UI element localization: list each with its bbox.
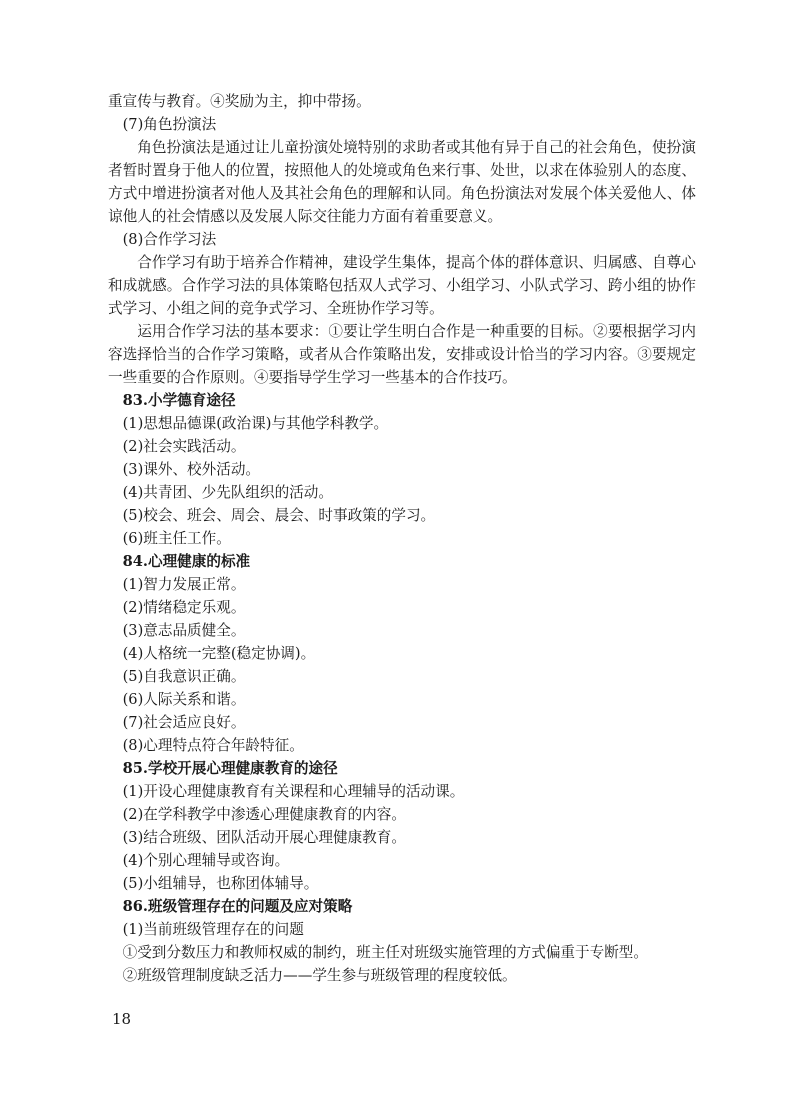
paragraph-cooperative-requirements: 运用合作学习法的基本要求：①要让学生明白合作是一种重要的目标。②要根据学习内容选择恰当的合作学习策略，或者从合作策略出发，安排或设计恰当的学习内容。③要规定一些重要的合作原则。④要指导学生学习一些基本的合作技巧。 (108, 323, 696, 386)
list-item: (1)当前班级管理存在的问题 (122, 921, 304, 938)
heading-83: 83.小学德育途径 (122, 392, 236, 409)
text-line: 重宣传与教育。④奖励为主，抑中带扬。 (108, 93, 371, 110)
list-item: (2)社会实践活动。 (122, 438, 246, 455)
page-body (108, 90, 696, 987)
list-item: (4)共青团、少先队组织的活动。 (122, 484, 333, 501)
list-item: (5)自我意识正确。 (122, 668, 246, 685)
list-item: (5)小组辅导，也称团体辅导。 (122, 875, 319, 892)
list-item: (5)校会、班会、周会、晨会、时事政策的学习。 (122, 507, 436, 524)
list-item: (1)思想品德课(政治课)与其他学科教学。 (122, 415, 389, 432)
paragraph-role-play: 角色扮演法是通过让儿童扮演处境特别的求助者或其他有异于自己的社会角色，使扮演者暂时置身于他人的位置，按照他人的处境或角色来行事、处世，以求在体验别人的态度、方式中增进扮演者对他人及其社会角色的理解和认同。角色扮演法对发展个体关爱他人、体谅他人的社会情感以及发展人际交往能力方面有着重要意义。 (108, 139, 696, 225)
paragraph-cooperative-learning: 合作学习有助于培养合作精神，建设学生集体，提高个体的群体意识、归属感、自尊心和成就感。合作学习法的具体策略包括双人式学习、小组学习、小队式学习、跨小组的协作式学习、小组之间的竞争式学习、全班协作学习等。 (108, 254, 696, 317)
list-item: (2)情绪稳定乐观。 (122, 599, 246, 616)
section-title-cooperative-learning: (8)合作学习法 (122, 231, 217, 248)
list-item: (1)开设心理健康教育有关课程和心理辅导的活动课。 (122, 783, 465, 800)
list-item: (3)意志品质健全。 (122, 622, 246, 639)
section-title-role-play: (7)角色扮演法 (122, 116, 217, 133)
list-item: ②班级管理制度缺乏活力——学生参与班级管理的程度较低。 (122, 967, 517, 984)
list-item: (3)结合班级、团队活动开展心理健康教育。 (122, 829, 406, 846)
list-item: (2)在学科教学中渗透心理健康教育的内容。 (122, 806, 406, 823)
list-item: (4)个别心理辅导或咨询。 (122, 852, 290, 869)
heading-84: 84.心理健康的标准 (122, 553, 251, 570)
list-item: (8)心理特点符合年龄特征。 (122, 737, 304, 754)
list-item: (3)课外、校外活动。 (122, 461, 261, 478)
heading-85: 85.学校开展心理健康教育的途径 (122, 760, 338, 777)
list-item: (7)社会适应良好。 (122, 714, 246, 731)
page-number: 18 (112, 1010, 132, 1028)
heading-86: 86.班级管理存在的问题及应对策略 (122, 898, 353, 915)
list-item: (6)班主任工作。 (122, 530, 231, 547)
list-item: (6)人际关系和谐。 (122, 691, 246, 708)
list-item: (1)智力发展正常。 (122, 576, 246, 593)
list-item: ①受到分数压力和教师权威的制约，班主任对班级实施管理的方式偏重于专断型。 (122, 944, 648, 961)
list-item: (4)人格统一完整(稳定协调)。 (122, 645, 316, 662)
